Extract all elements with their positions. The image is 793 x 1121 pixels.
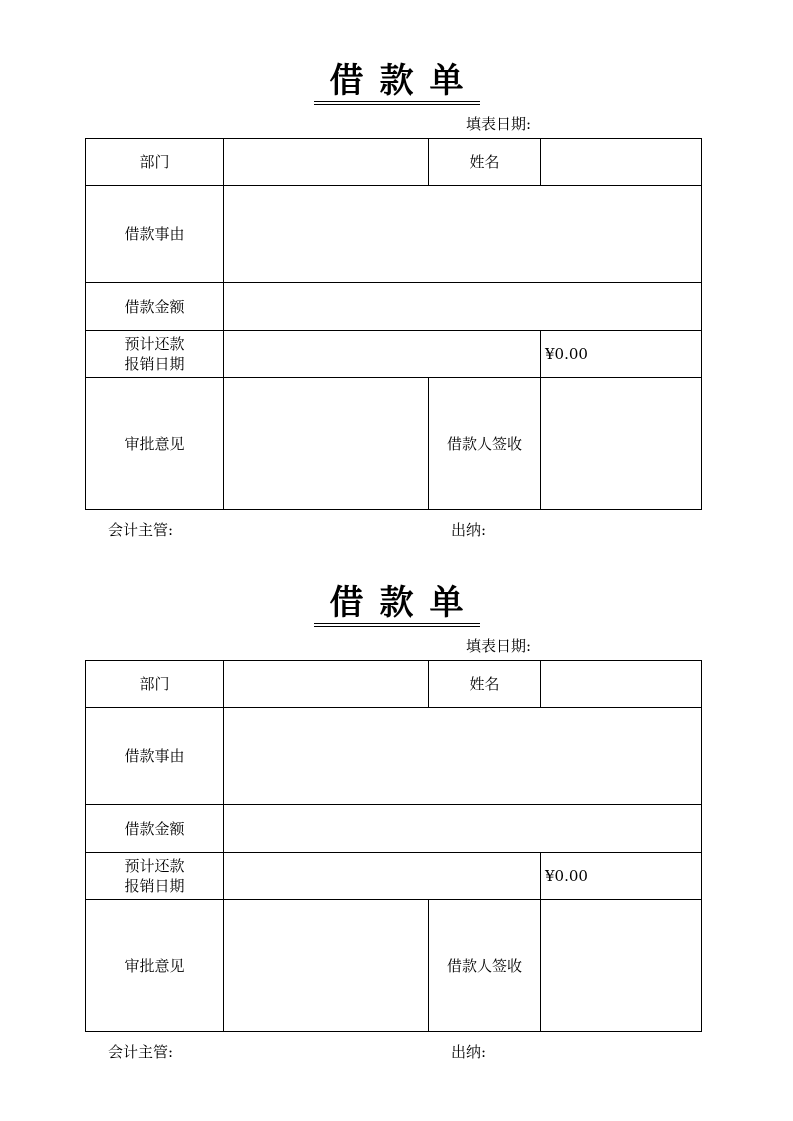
amount-label: 借款金额 — [124, 819, 185, 838]
name-label: 姓名 — [469, 675, 500, 693]
due-date-field[interactable] — [224, 331, 540, 377]
loan-form-2 — [0, 522, 793, 1061]
due-date-label: 预计还款 报销日期 — [124, 857, 185, 895]
dept-field[interactable] — [224, 139, 428, 185]
loan-form-1 — [0, 0, 793, 539]
name-field[interactable] — [541, 661, 701, 707]
accountant-label: 会计主管: — [108, 1043, 174, 1061]
name-field[interactable] — [541, 139, 701, 185]
borrower-sign-field[interactable] — [541, 900, 701, 1031]
loan-form-table — [85, 660, 702, 1032]
due-date-label: 预计还款 报销日期 — [124, 335, 185, 373]
reason-field[interactable] — [224, 708, 701, 804]
fill-date-label: 填表日期: — [466, 637, 532, 655]
reason-label: 借款事由 — [124, 747, 185, 765]
form-title: 借款单 — [0, 580, 793, 627]
borrower-sign-label: 借款人签收 — [446, 434, 522, 453]
currency-value: ¥0.00 — [545, 867, 588, 885]
loan-form-table — [85, 138, 702, 510]
borrower-sign-label: 借款人签收 — [446, 956, 522, 975]
cashier-label: 出纳: — [451, 521, 487, 539]
approval-field[interactable] — [224, 378, 428, 509]
amount-label: 借款金额 — [124, 297, 185, 316]
reason-field[interactable] — [224, 186, 701, 282]
approval-field[interactable] — [224, 900, 428, 1031]
dept-field[interactable] — [224, 661, 428, 707]
borrower-sign-field[interactable] — [541, 378, 701, 509]
approval-label: 审批意见 — [124, 956, 185, 975]
amount-field[interactable] — [224, 805, 701, 852]
fill-date-label: 填表日期: — [466, 115, 532, 133]
form-title: 借款单 — [0, 58, 793, 105]
due-date-field[interactable] — [224, 853, 540, 899]
dept-label: 部门 — [139, 675, 170, 693]
currency-value: ¥0.00 — [545, 345, 588, 363]
amount-field[interactable] — [224, 283, 701, 330]
cashier-label: 出纳: — [451, 1043, 487, 1061]
reason-label: 借款事由 — [124, 225, 185, 243]
dept-label: 部门 — [139, 153, 170, 171]
name-label: 姓名 — [469, 153, 500, 171]
accountant-label: 会计主管: — [108, 521, 174, 539]
approval-label: 审批意见 — [124, 434, 185, 453]
